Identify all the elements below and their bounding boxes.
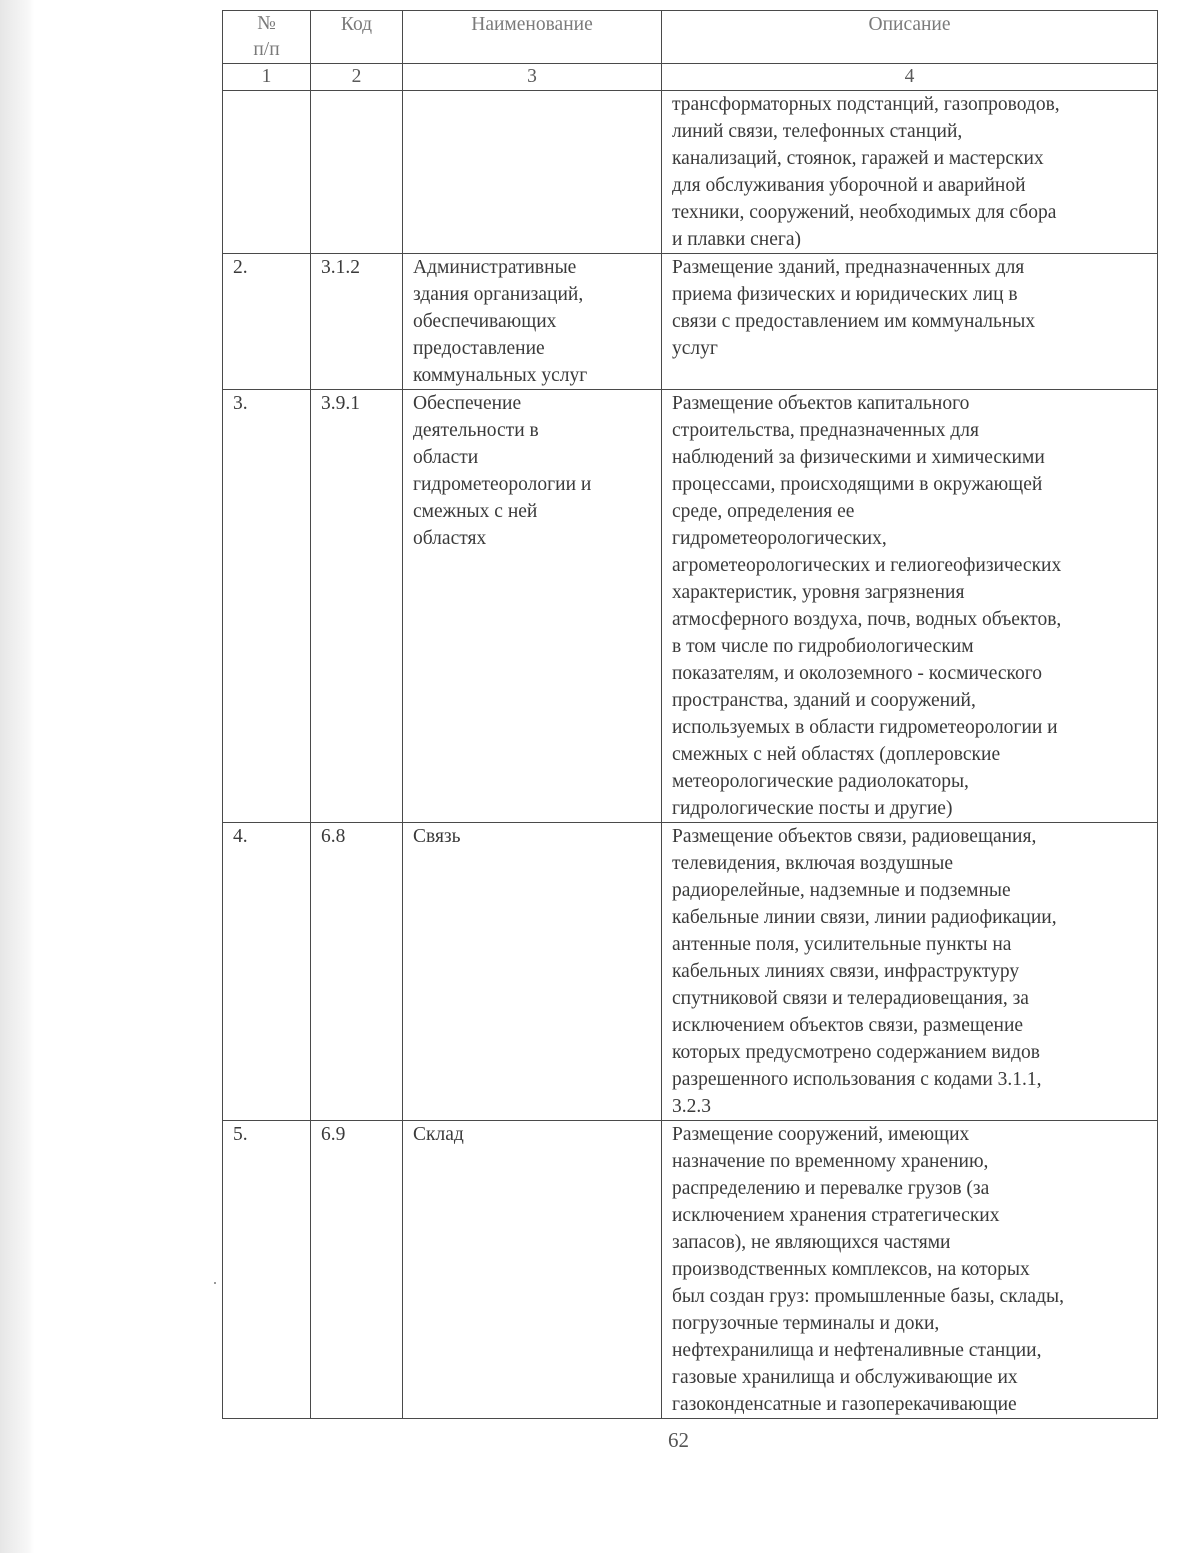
row-number: 3.	[223, 390, 311, 823]
land-use-table	[222, 10, 1158, 1419]
table-row	[223, 91, 1158, 254]
table-row	[223, 1121, 1158, 1419]
page-number: 62	[668, 1428, 689, 1452]
table-row	[223, 823, 1158, 1121]
table-row	[223, 390, 1158, 823]
row-description: трансформаторных подстанций, газопроводов, линий связи, телефонных станций, канализаций, стоянок, гаражей и мастерских для обслуживания уборочной и аварийной техники, сооружений, необходимых для сбора и плавки снега)	[662, 91, 1158, 254]
row-number	[223, 91, 311, 254]
column-number: 1	[223, 64, 311, 91]
header-name: Наименование	[403, 11, 662, 64]
row-code: 3.9.1	[311, 390, 403, 823]
row-name: Связь	[403, 823, 662, 1121]
column-number: 4	[662, 64, 1158, 91]
row-code: 6.9	[311, 1121, 403, 1419]
header-code: Код	[311, 11, 403, 64]
table-row	[223, 254, 1158, 390]
row-name: Склад	[403, 1121, 662, 1419]
row-description: Размещение сооружений, имеющих назначение по временному хранению, распределению и перевалке грузов (за исключением хранения стратегических запасов), не являющихся частями производственных комплексов, на которых был создан груз: промышленные базы, склады, погрузочные терминалы и доки, нефтехранилища и нефтеналивные станции, газовые хранилища и обслуживающие их газоконденсатные и газоперекачивающие	[662, 1121, 1158, 1419]
row-code: 3.1.2	[311, 254, 403, 390]
scan-speck	[214, 1282, 216, 1284]
header-description: Описание	[662, 11, 1158, 64]
row-description: Размещение объектов капитального строительства, предназначенных для наблюдений за физическими и химическими процессами, происходящими в окружающей среде, определения ее гидрометеорологических, агрометеорологических и гелиогеофизических характеристик, уровня загрязнения атмосферного воздуха, почв, водных объектов, в том числе по гидробиологическим показателям, и околоземного - космического пространства, зданий и сооружений, используемых в области гидрометеорологии и смежных с ней областях (доплеровские метеорологические радиолокаторы, гидрологические посты и другие)	[662, 390, 1158, 823]
row-name	[403, 91, 662, 254]
row-number: 5.	[223, 1121, 311, 1419]
header-number: № п/п	[223, 11, 311, 64]
table-header-row	[223, 11, 1158, 64]
column-number: 3	[403, 64, 662, 91]
scan-edge-shadow	[0, 0, 34, 1553]
row-name: Административные здания организаций, обеспечивающих предоставление коммунальных услуг	[403, 254, 662, 390]
row-number: 4.	[223, 823, 311, 1121]
row-number: 2.	[223, 254, 311, 390]
row-name: Обеспечение деятельности в области гидрометеорологии и смежных с ней областях	[403, 390, 662, 823]
row-code: 6.8	[311, 823, 403, 1121]
row-description: Размещение зданий, предназначенных для приема физических и юридических лиц в связи с предоставлением им коммунальных услуг	[662, 254, 1158, 390]
row-description: Размещение объектов связи, радиовещания, телевидения, включая воздушные радиорелейные, надземные и подземные кабельные линии связи, линии радиофикации, антенные поля, усилительные пункты на кабельных линиях связи, инфраструктуру спутниковой связи и телерадиовещания, за исключением объектов связи, размещение которых предусмотрено содержанием видов разрешенного использования с кодами 3.1.1, 3.2.3	[662, 823, 1158, 1121]
row-code	[311, 91, 403, 254]
column-number-row	[223, 64, 1158, 91]
column-number: 2	[311, 64, 403, 91]
